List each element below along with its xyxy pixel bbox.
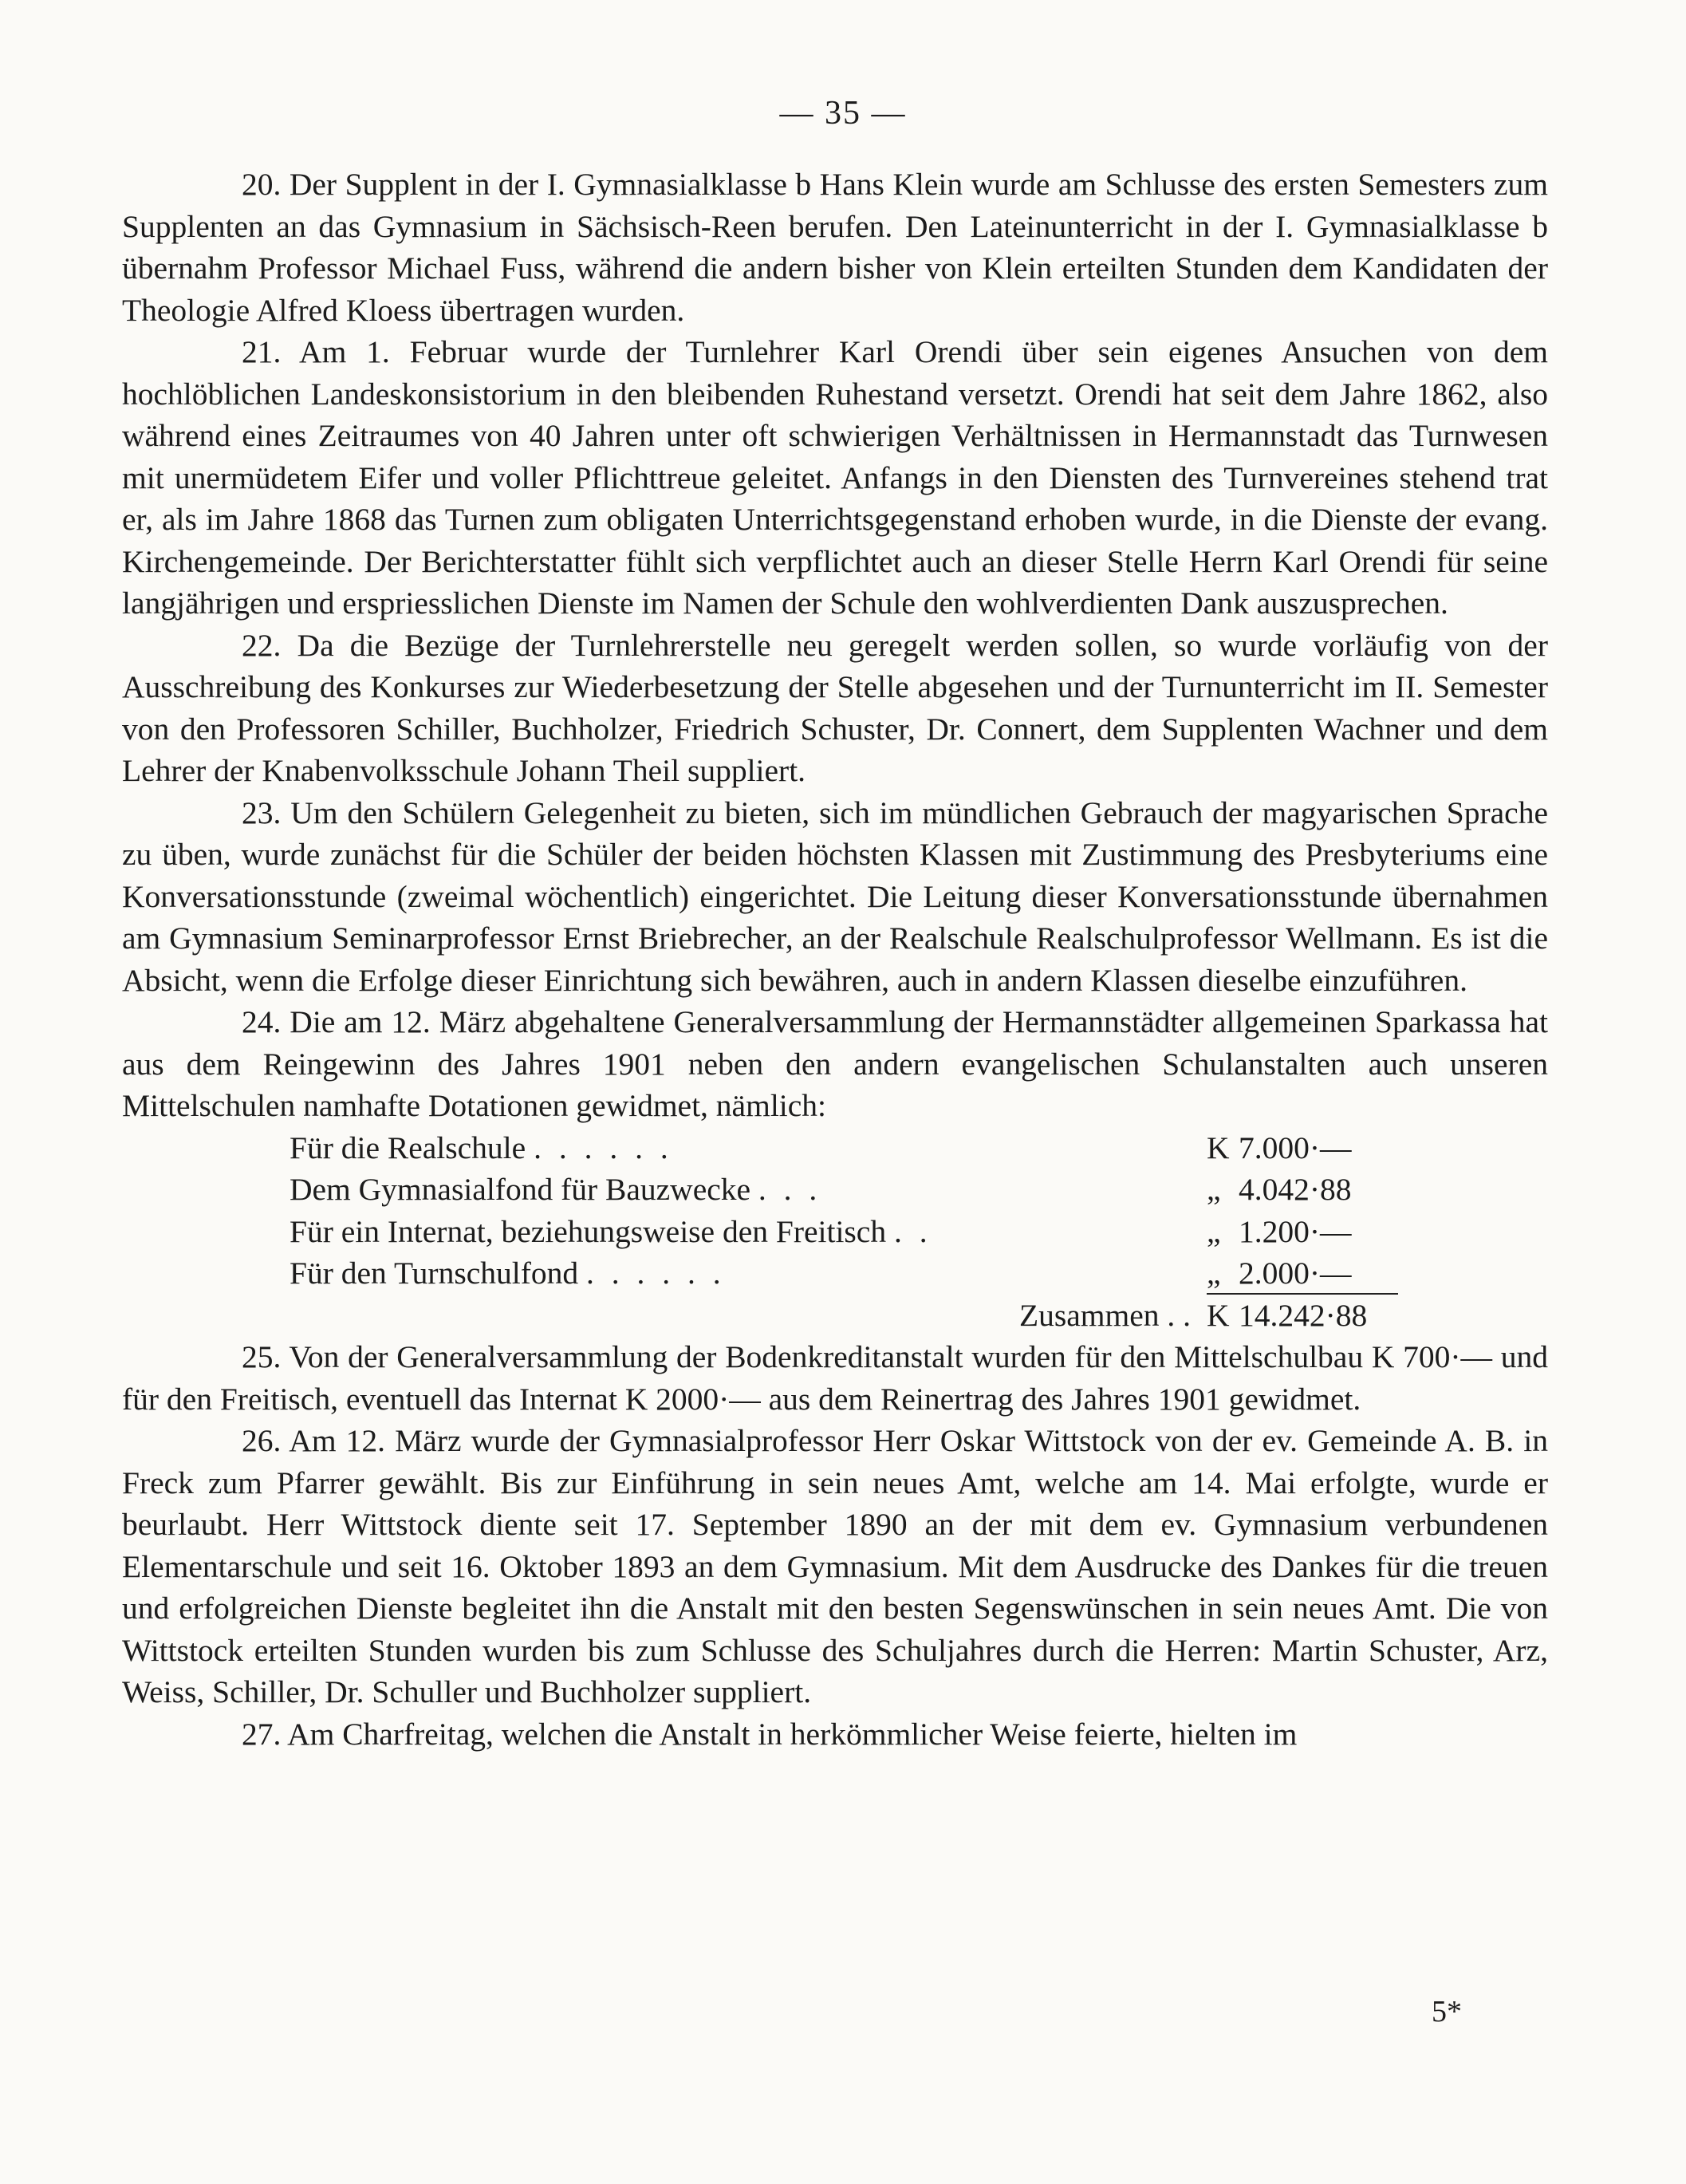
leader-dots: . . . . . . <box>534 1129 673 1165</box>
paragraph-23: 23. Um den Schülern Gelegenheit zu bieten, sich im mündlichen Gebrauch der magyarischen Sprache zu üben, wurde zunächst für die Schüler der beiden höchsten Klassen mit Zustimmung des Presbyteriums eine Konversationsstunde (zweimal wöchentlich) eingerichtet. Die Leitung dieser Konversationsstunde übernahmen am Gymnasium Seminarprofessor Ernst Briebrecher, an der Realschule Realschulprofessor Wellmann. Es ist die Absicht, wenn die Erfolge dieser Einrichtung sich bewähren, auch in andern Klassen dieselbe einzuführen. <box>122 794 1548 998</box>
total-currency: K <box>1207 1297 1230 1333</box>
paragraph-25: 25. Von der Generalversammlung der Bodenkreditanstalt wurden für den Mittelschulbau K 700·— und für den Freitisch, eventuell das Internat K 2000·— aus dem Reinertrag des Jahres 1901 gewidmet. <box>122 1339 1548 1417</box>
paragraph-21: 21. Am 1. Februar wurde der Turnlehrer Karl Orendi über sein eigenes Ansuchen von dem hochlöblichen Landeskonsistorium in den bleibenden Ruhestand versetzt. Orendi hat seit dem Jahre 1862, also während eines Zeitraumes von 40 Jahren unter oft schwierigen Verhältnissen in Hermannstadt das Turnwesen mit unermüdetem Eifer und voller Pflichttreue geleitet. Anfangs in den Diensten des Turnvereines stehend trat er, als im Jahre 1868 das Turnen zum obligaten Unterrichtsgegenstand erhoben wurde, in die Dienste der evang. Kirchengemeinde. Der Berichterstatter fühlt sich verpflichtet auch an dieser Stelle Herrn Karl Orendi für seine langjährigen und erspriesslichen Dienste im Namen der Schule den wohlverdienten Dank auszusprechen. <box>122 334 1548 621</box>
total-label: Zusammen . . <box>1018 1297 1191 1333</box>
leader-dots: . . . . . . <box>586 1256 726 1291</box>
leader-dots: . . <box>893 1213 932 1249</box>
contribution-row <box>290 1169 1548 1211</box>
contribution-currency: „ <box>1207 1172 1221 1207</box>
page-number: — 35 — <box>779 95 907 132</box>
contribution-name: Für die Realschule <box>290 1129 526 1165</box>
contribution-name: Dem Gymnasialfond für Bauzwecke <box>290 1172 751 1207</box>
contribution-currency: „ <box>1207 1256 1221 1291</box>
paragraph-20: 20. Der Supplent in der I. Gymnasialklasse b Hans Klein wurde am Schlusse des ersten Semesters zum Supplenten an das Gymnasium in Sächsisch-Reen berufen. Den Lateinunterricht in der I. Gymnasialklasse b übernahm Professor Michael Fuss, während die andern bisher von Klein erteilten Stunden dem Kandidaten der Theologie Alfred Kloess übertragen wurden. <box>122 167 1548 328</box>
contribution-row <box>290 1127 1548 1169</box>
contribution-currency: K <box>1207 1129 1230 1165</box>
paragraph-22: 22. Da die Bezüge der Turnlehrerstelle neu geregelt werden sollen, so wurde vorläufig von der Ausschreibung des Konkurses zur Wiederbesetzung der Stelle abgesehen und der Turnunterricht im II. Semester von den Professoren Schiller, Buchholzer, Friedrich Schuster, Dr. Connert, dem Supplenten Wachner und dem Lehrer der Knabenvolksschule Johann Theil suppliert. <box>122 627 1548 788</box>
paragraph-26: 26. Am 12. März wurde der Gymnasialprofessor Herr Oskar Wittstock von der ev. Gemeinde A. B. in Freck zum Pfarrer gewählt. Bis zur Einführung in sein neues Amt, welche am 14. Mai erfolgte, wurde er beurlaubt. Herr Wittstock diente seit 17. September 1890 an der mit dem ev. Gymnasium verbundenen Elementarschule und seit 16. Oktober 1893 an dem Gymnasium. Mit dem Ausdrucke des Dankes für die treuen und erfolgreichen Dienste begleitet ihn die Anstalt mit den besten Segenswünschen in sein neues Amt. Die von Wittstock erteilten Stunden wurden bis zum Schlusse des Schuljahres durch die Herren: Martin Schuster, Arz, Weiss, Schiller, Dr. Schuller und Buchholzer suppliert. <box>122 1423 1548 1709</box>
contribution-amount: 2.000·— <box>1239 1256 1352 1291</box>
leader-dots: . . . <box>758 1172 822 1207</box>
total-amount: 14.242·88 <box>1239 1297 1368 1333</box>
contribution-name: Für ein Internat, beziehungsweise den Freitisch <box>290 1213 887 1249</box>
signature-mark: 5* <box>1432 1995 1462 2028</box>
contribution-name: Für den Turnschulfond <box>290 1256 579 1291</box>
contribution-row <box>290 1252 1548 1295</box>
paragraph-24: 24. Die am 12. März abgehaltene Generalversammlung der Hermannstädter allgemeinen Sparkassa hat aus dem Reingewinn des Jahres 1901 neben den andern evangelischen Schulanstalten auch unseren Mittelschulen namhafte Dotationen gewidmet, nämlich: <box>122 1004 1548 1123</box>
contribution-amount: 1.200·— <box>1239 1213 1352 1249</box>
contribution-row <box>290 1211 1548 1253</box>
contribution-total-row <box>290 1295 1548 1337</box>
contribution-amount: 7.000·— <box>1239 1129 1352 1165</box>
paragraph-27: 27. Am Charfreitag, welchen die Anstalt in herkömmlicher Weise feierte, hielten im <box>242 1716 1298 1752</box>
page-body <box>122 164 1548 1755</box>
contribution-amount: 4.042·88 <box>1239 1172 1352 1207</box>
contribution-currency: „ <box>1207 1213 1221 1249</box>
